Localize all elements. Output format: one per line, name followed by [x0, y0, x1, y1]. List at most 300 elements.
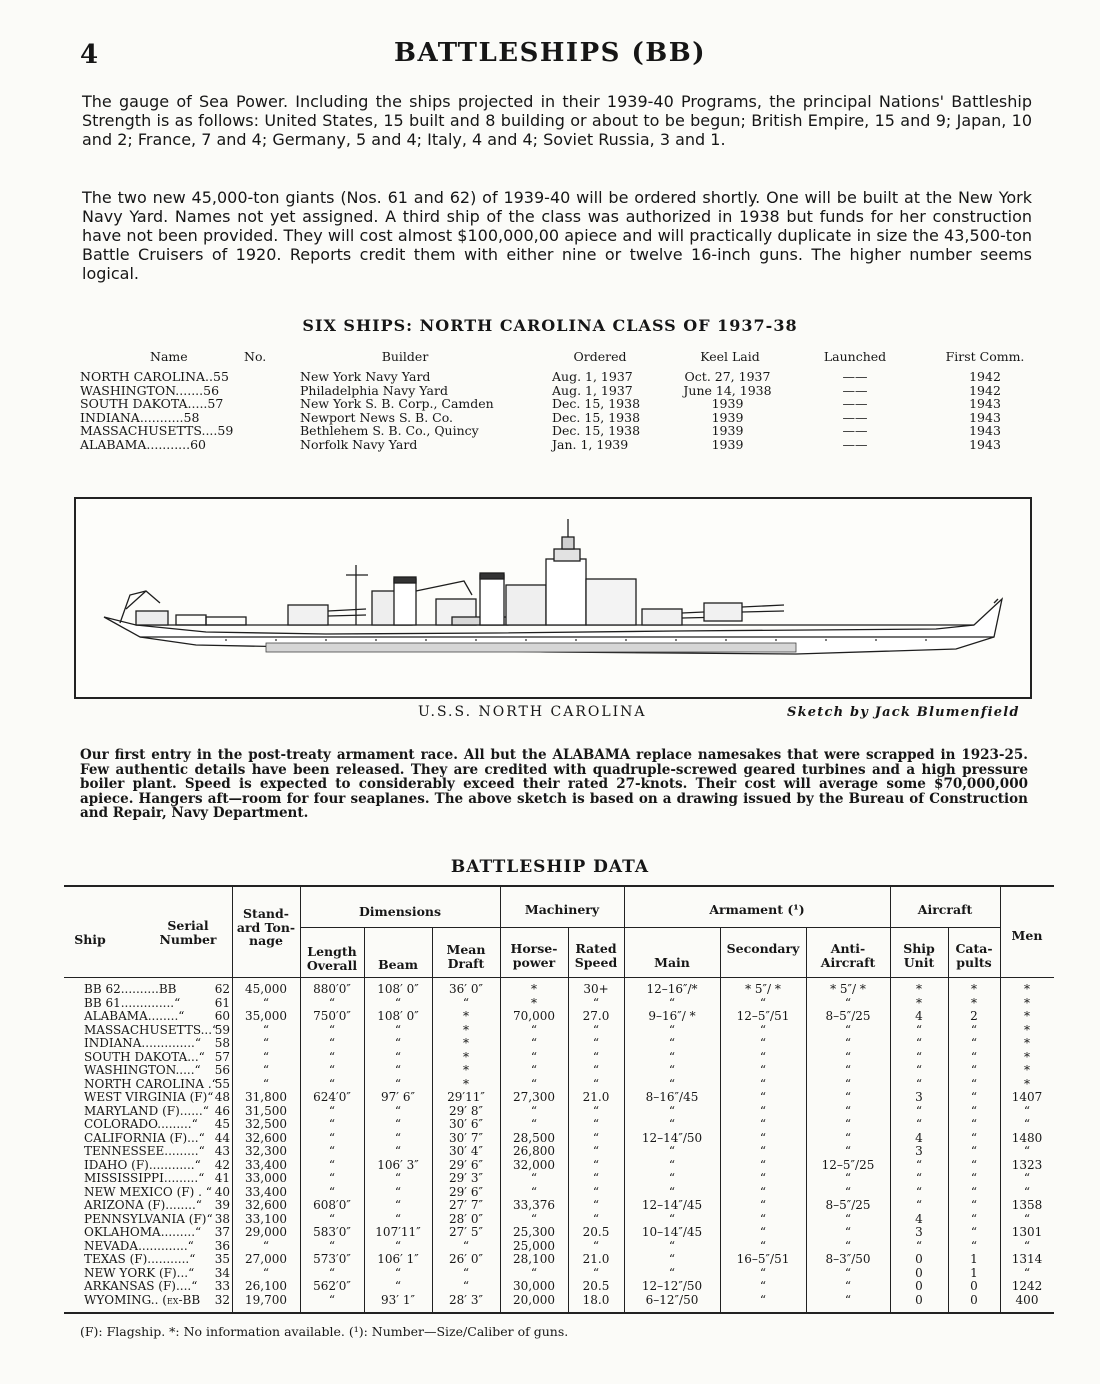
class-launched: ——	[842, 369, 868, 384]
length-cell: 750′0″	[313, 1009, 351, 1024]
column-serial-number	[206, 983, 230, 1307]
men-cell: “	[1023, 1211, 1031, 1226]
class-first-comm: 1943	[969, 423, 1001, 438]
serial-cell: 61	[214, 995, 230, 1010]
catapults-cell: “	[970, 1238, 978, 1253]
length-cell: 583′0″	[313, 1225, 351, 1240]
serial-cell: 32	[214, 1292, 230, 1307]
length-cell: “	[328, 1130, 336, 1145]
new-ships-paragraph: The two new 45,000-ton giants (Nos. 61 and 62) of 1939-40 will be ordered shortly. One will be built at the New York Navy Yard. Names not yet assigned. A third ship of the class was authorized in 1938 but funds for her construction have not been provided. They will cost almost $100,000,00 apiece and will practically duplicate in size the 43,500-ton Battle Cruisers of 1920. Reports credit them with either nine or twelve 16-inch guns. The higher number seems logical.	[82, 188, 1032, 283]
class-table-heading: SIX SHIPS: NORTH CAROLINA CLASS OF 1937-38	[302, 316, 798, 335]
header-armament: Armament (¹)	[709, 902, 805, 917]
main-cell: “	[668, 1117, 676, 1132]
ship-unit-cell: 4	[915, 1009, 923, 1024]
column-catapults	[950, 983, 998, 1307]
serial-cell: 39	[214, 1198, 230, 1213]
class-ship-name: SOUTH DAKOTA.....57	[80, 396, 224, 411]
anti-aircraft-cell: “	[844, 1090, 852, 1105]
ship-cell: BB 61..............“	[84, 995, 181, 1010]
anti-aircraft-cell: “	[844, 1279, 852, 1294]
draft-cell: 29′11″	[447, 1090, 485, 1105]
beam-cell: “	[394, 995, 402, 1010]
ship-unit-cell: “	[915, 1198, 923, 1213]
tonnage-cell: 33,400	[245, 1184, 287, 1199]
tonnage-cell: 32,600	[245, 1130, 287, 1145]
length-cell: “	[328, 1292, 336, 1307]
serial-cell: 40	[214, 1184, 230, 1199]
men-cell: 1480	[1011, 1130, 1043, 1145]
battleship-data-table	[64, 885, 1054, 1315]
intro-paragraph: The gauge of Sea Power. Including the ships projected in their 1939-40 Programs, the principal Nations' Battleship Strength is as follows: United States, 15 built and 8 building or about to be begun; British Empire, 15 and 9; Japan, 10 and 2; France, 7 and 4; Germany, 5 and 4; Italy, 4 and 4; Soviet Russia, 3 and 1.	[82, 92, 1032, 149]
main-cell: “	[668, 995, 676, 1010]
length-cell: 573′0″	[313, 1252, 351, 1267]
serial-cell: 58	[214, 1036, 230, 1051]
catapults-cell: “	[970, 1063, 978, 1078]
class-keel-laid: 1939	[711, 423, 744, 438]
serial-cell: 44	[214, 1130, 230, 1145]
anti-aircraft-cell: “	[844, 995, 852, 1010]
secondary-cell: “	[759, 1184, 767, 1199]
horsepower-cell: “	[530, 1036, 538, 1051]
draft-cell: 27′ 7″	[449, 1198, 483, 1213]
men-cell: “	[1023, 1265, 1031, 1280]
header-mean-draft: Mean Draft	[446, 942, 486, 971]
anti-aircraft-cell: “	[844, 1076, 852, 1091]
length-cell: “	[328, 1157, 336, 1172]
ship-cell: OKLAHOMA.........“	[84, 1225, 202, 1240]
horsepower-cell: “	[530, 1171, 538, 1186]
horsepower-cell: “	[530, 1103, 538, 1118]
men-cell: 1407	[1011, 1090, 1043, 1105]
vrule	[806, 927, 807, 1313]
secondary-cell: “	[759, 1157, 767, 1172]
men-cell: *	[1024, 1036, 1030, 1051]
class-header-no: No.	[244, 349, 267, 364]
class-launched: ——	[842, 396, 868, 411]
secondary-cell: “	[759, 1171, 767, 1186]
speed-cell: “	[592, 1198, 600, 1213]
catapults-cell: 2	[970, 1009, 978, 1024]
serial-cell: 48	[214, 1090, 230, 1105]
speed-cell: “	[592, 1171, 600, 1186]
draft-cell: 30′ 4″	[449, 1144, 483, 1159]
serial-cell: 34	[214, 1265, 230, 1280]
beam-cell: “	[394, 1238, 402, 1253]
ship-cell: TEXAS (F)...........“	[84, 1252, 196, 1267]
tonnage-cell: 19,700	[245, 1292, 287, 1307]
men-cell: 1323	[1011, 1157, 1043, 1172]
tonnage-cell: 29,000	[245, 1225, 287, 1240]
length-cell: “	[328, 1238, 336, 1253]
serial-cell: 36	[214, 1238, 230, 1253]
draft-cell: *	[463, 1036, 469, 1051]
class-header-launched: Launched	[823, 349, 887, 364]
ship-unit-cell: “	[915, 1184, 923, 1199]
anti-aircraft-cell: “	[844, 1063, 852, 1078]
men-cell: *	[1024, 1076, 1030, 1091]
ship-cell: COLORADO.........“	[84, 1117, 198, 1132]
header-standard-tonnage: Stand- ard Ton- nage	[236, 906, 296, 948]
beam-cell: “	[394, 1022, 402, 1037]
main-cell: “	[668, 1036, 676, 1051]
horsepower-cell: “	[530, 1022, 538, 1037]
anti-aircraft-cell: 8–3″/50	[825, 1252, 871, 1267]
catapults-cell: “	[970, 1103, 978, 1118]
speed-cell: “	[592, 1103, 600, 1118]
header-secondary: Secondary	[726, 941, 800, 956]
ship-cell: IDAHO (F)............“	[84, 1157, 201, 1172]
main-cell: “	[668, 1265, 676, 1280]
horsepower-cell: 27,300	[513, 1090, 555, 1105]
beam-cell: “	[394, 1117, 402, 1132]
ship-cell: SOUTH DAKOTA...“	[84, 1049, 205, 1064]
serial-cell: 46	[214, 1103, 230, 1118]
ship-cell: MASSACHUSETTS...“	[84, 1022, 219, 1037]
draft-cell: 28′ 0″	[449, 1211, 483, 1226]
page-title: BATTLESHIPS (BB)	[393, 38, 707, 68]
main-cell: “	[668, 1144, 676, 1159]
ship-unit-cell: *	[916, 995, 922, 1010]
speed-cell: “	[592, 1157, 600, 1172]
column-speed	[570, 983, 622, 1307]
ship-cell: ARIZONA (F)........“	[84, 1198, 202, 1213]
header-main: Main	[654, 955, 690, 970]
class-ship-name: NORTH CAROLINA..55	[80, 369, 229, 384]
ship-unit-cell: 4	[915, 1130, 923, 1145]
horsepower-cell: “	[530, 1049, 538, 1064]
horsepower-cell: “	[530, 1076, 538, 1091]
table-rule-top	[64, 885, 1054, 887]
vrule	[232, 885, 233, 1313]
speed-cell: 27.0	[582, 1009, 610, 1024]
draft-cell: *	[463, 1049, 469, 1064]
main-cell: “	[668, 1238, 676, 1253]
secondary-cell: “	[759, 1076, 767, 1091]
secondary-cell: “	[759, 1063, 767, 1078]
class-header-ordered: Ordered	[573, 349, 627, 364]
main-cell: “	[668, 1252, 676, 1267]
horsepower-cell: “	[530, 1211, 538, 1226]
catapults-cell: 1	[970, 1265, 978, 1280]
length-cell: “	[328, 1022, 336, 1037]
column-main	[626, 983, 718, 1307]
ship-unit-cell: 3	[915, 1090, 923, 1105]
beam-cell: “	[394, 1049, 402, 1064]
beam-cell: “	[394, 1103, 402, 1118]
ship-cell: NEW MEXICO (F) . “	[84, 1184, 212, 1199]
ship-unit-cell: 4	[915, 1211, 923, 1226]
anti-aircraft-cell: “	[844, 1238, 852, 1253]
rule-machinery	[500, 927, 624, 928]
speed-cell: 20.5	[582, 1279, 610, 1294]
anti-aircraft-cell: “	[844, 1130, 852, 1145]
men-cell: 1314	[1011, 1252, 1043, 1267]
serial-cell: 45	[214, 1117, 230, 1132]
class-ordered: Dec. 15, 1938	[552, 423, 641, 438]
beam-cell: “	[394, 1063, 402, 1078]
horsepower-cell: 26,800	[513, 1144, 555, 1159]
catapults-cell: “	[970, 1130, 978, 1145]
table-rule-bottom	[64, 1312, 1054, 1314]
speed-cell: 30+	[583, 982, 609, 996]
column-ship-unit	[892, 983, 946, 1307]
class-header-keel-laid: Keel Laid	[700, 349, 760, 364]
header-men: Men	[1011, 928, 1043, 943]
serial-cell: 38	[214, 1211, 230, 1226]
draft-cell: “	[462, 995, 470, 1010]
ship-unit-cell: “	[915, 1103, 923, 1118]
header-length-overall: Length Overall	[306, 944, 358, 973]
class-first-comm: 1943	[969, 396, 1001, 411]
draft-cell: *	[463, 1009, 469, 1024]
anti-aircraft-cell: 12–5″/25	[821, 1157, 875, 1172]
class-builder: Newport News S. B. Co.	[300, 409, 453, 425]
horsepower-cell: “	[530, 1063, 538, 1078]
class-ordered: Jan. 1, 1939	[552, 436, 629, 452]
serial-cell: 57	[214, 1049, 230, 1064]
ship-unit-cell: “	[915, 1022, 923, 1037]
tonnage-cell: 32,600	[245, 1198, 287, 1213]
draft-cell: 29′ 8″	[449, 1103, 483, 1118]
footnote: (F): Flagship. *: No information available. (¹): Number—Size/Caliber of guns.	[80, 1324, 569, 1339]
tonnage-cell: 31,500	[245, 1103, 287, 1118]
horsepower-cell: *	[531, 982, 537, 996]
tonnage-cell: “	[262, 1036, 270, 1051]
length-cell: “	[328, 1144, 336, 1159]
class-ship-name: ALABAMA...........60	[80, 436, 207, 452]
length-cell: “	[328, 1063, 336, 1078]
tonnage-cell: “	[262, 1238, 270, 1253]
sketch-credit: Sketch by Jack Blumenfield	[787, 705, 1020, 720]
draft-cell: 36′ 0″	[449, 982, 483, 996]
class-keel-laid: 1939	[711, 436, 744, 452]
main-cell: “	[668, 1184, 676, 1199]
vrule	[948, 927, 949, 1313]
main-cell: 12–14″/50	[641, 1130, 703, 1145]
draft-cell: 30′ 6″	[449, 1117, 483, 1132]
tonnage-cell: “	[262, 1049, 270, 1064]
speed-cell: “	[592, 1117, 600, 1132]
beam-cell: “	[394, 1036, 402, 1051]
beam-cell: 106′ 3″	[377, 1157, 419, 1172]
class-builder: Bethlehem S. B. Co., Quincy	[300, 423, 479, 438]
serial-cell: 35	[214, 1252, 230, 1267]
men-cell: “	[1023, 1117, 1031, 1132]
speed-cell: “	[592, 1076, 600, 1091]
class-first-comm: 1942	[969, 369, 1001, 384]
ship-unit-cell: “	[915, 1076, 923, 1091]
length-cell: “	[328, 1171, 336, 1186]
secondary-cell: “	[759, 1292, 767, 1307]
beam-cell: 97′ 6″	[381, 1090, 415, 1105]
ship-unit-cell: “	[915, 1157, 923, 1172]
anti-aircraft-cell: “	[844, 1117, 852, 1132]
class-ordered: Dec. 15, 1938	[552, 396, 641, 411]
class-launched: ——	[842, 436, 868, 452]
beam-cell: “	[394, 1076, 402, 1091]
header-serial-number: Serial Number	[159, 918, 217, 947]
class-keel-laid: Oct. 27, 1937	[684, 369, 771, 384]
class-header-name: Name	[150, 349, 188, 364]
ship-cell: PENNSYLVANIA (F)“	[84, 1211, 213, 1226]
horsepower-cell: 70,000	[513, 1009, 555, 1024]
description-paragraph: Our first entry in the post-treaty armament race. All but the ALABAMA replace namesakes that were scrapped in 1923-25. Few authentic details have been released. They are credited with quadruple-screwed geared turbines and a high pressure boiler plant. Speed is expected to considerably exceed their rated 27-knots. Their cost will average some $70,000,000 apiece. Hangers aft—room for four seaplanes. The above sketch is based on a drawing issued by the Bureau of Construction and Repair, Navy Department.	[80, 747, 1028, 821]
ship-unit-cell: 0	[915, 1292, 923, 1307]
ship-cell: MISSISSIPPI.........“	[84, 1171, 205, 1186]
catapults-cell: “	[970, 1157, 978, 1172]
serial-cell: 62	[214, 982, 230, 996]
class-builder: New York S. B. Corp., Camden	[300, 396, 494, 411]
horsepower-cell: 25,000	[513, 1238, 555, 1253]
secondary-cell: “	[759, 1022, 767, 1037]
length-cell: “	[328, 1036, 336, 1051]
ship-cell: CALIFORNIA (F)...“	[84, 1130, 205, 1145]
class-keel-laid: June 14, 1938	[683, 382, 772, 398]
class-ordered: Aug. 1, 1937	[552, 369, 633, 384]
catapults-cell: 1	[970, 1252, 978, 1267]
anti-aircraft-cell: “	[844, 1144, 852, 1159]
ship-cell: TENNESSEE.........“	[84, 1144, 205, 1159]
men-cell: *	[1024, 1049, 1030, 1064]
catapults-cell: “	[970, 1076, 978, 1091]
secondary-cell: “	[759, 1049, 767, 1064]
catapults-cell: “	[970, 1198, 978, 1213]
length-cell: “	[328, 1211, 336, 1226]
class-keel-laid: 1939	[711, 409, 744, 425]
class-ship-name: MASSACHUSETTS....59	[80, 423, 234, 438]
men-cell: “	[1023, 1103, 1031, 1118]
ship-cell: NEVADA.............“	[84, 1238, 194, 1253]
catapults-cell: 0	[970, 1279, 978, 1294]
horsepower-cell: 33,376	[513, 1198, 555, 1213]
anti-aircraft-cell: 8–5″/25	[825, 1009, 871, 1024]
main-cell: 12–14″/45	[641, 1198, 703, 1213]
length-cell: 562′0″	[313, 1279, 351, 1294]
secondary-cell: “	[759, 1090, 767, 1105]
header-rated-speed: Rated Speed	[574, 941, 618, 970]
secondary-cell: “	[759, 1103, 767, 1118]
men-cell: *	[1024, 995, 1030, 1010]
class-first-comm: 1943	[969, 409, 1001, 425]
serial-cell: 56	[214, 1063, 230, 1078]
tonnage-cell: 26,100	[245, 1279, 287, 1294]
ship-unit-cell: “	[915, 1063, 923, 1078]
tonnage-cell: “	[262, 1076, 270, 1091]
men-cell: 1242	[1011, 1279, 1043, 1294]
ship-unit-cell: “	[915, 1238, 923, 1253]
horsepower-cell: 30,000	[513, 1279, 555, 1294]
anti-aircraft-cell: “	[844, 1292, 852, 1307]
length-cell: 880′0″	[313, 982, 351, 996]
ship-unit-cell: “	[915, 1036, 923, 1051]
speed-cell: “	[592, 1144, 600, 1159]
anti-aircraft-cell: * 5″/ *	[830, 982, 866, 996]
men-cell: *	[1024, 1022, 1030, 1037]
serial-cell: 59	[214, 1022, 230, 1037]
horsepower-cell: 25,300	[513, 1225, 555, 1240]
speed-cell: “	[592, 1063, 600, 1078]
main-cell: 12–12″/50	[641, 1279, 703, 1294]
ship-unit-cell: 0	[915, 1252, 923, 1267]
secondary-cell: 12–5″/51	[736, 1009, 790, 1024]
main-cell: “	[668, 1022, 676, 1037]
tonnage-cell: 27,000	[245, 1252, 287, 1267]
serial-cell: 41	[214, 1171, 230, 1186]
tonnage-cell: 32,300	[245, 1144, 287, 1159]
tonnage-cell: “	[262, 1063, 270, 1078]
draft-cell: 29′ 6″	[449, 1184, 483, 1199]
secondary-cell: “	[759, 1144, 767, 1159]
horsepower-cell: *	[531, 995, 537, 1010]
vrule	[624, 885, 625, 1313]
draft-cell: 29′ 3″	[449, 1171, 483, 1186]
main-cell: “	[668, 1157, 676, 1172]
ship-unit-cell: *	[916, 982, 922, 996]
speed-cell: “	[592, 1036, 600, 1051]
secondary-cell: “	[759, 1265, 767, 1280]
speed-cell: 18.0	[582, 1292, 610, 1307]
horsepower-cell: “	[530, 1184, 538, 1199]
anti-aircraft-cell: “	[844, 1036, 852, 1051]
tonnage-cell: 33,400	[245, 1157, 287, 1172]
length-cell: “	[328, 1049, 336, 1064]
vrule	[1000, 885, 1001, 1313]
speed-cell: 21.0	[582, 1090, 610, 1105]
anti-aircraft-cell: “	[844, 1184, 852, 1199]
men-cell: *	[1024, 1063, 1030, 1078]
horsepower-cell: 28,500	[513, 1130, 555, 1145]
length-cell: “	[328, 995, 336, 1010]
class-keel-laid: 1939	[711, 396, 744, 411]
tonnage-cell: 33,100	[245, 1211, 287, 1226]
catapults-cell: *	[971, 982, 977, 996]
ship-cell: NEW YORK (F)...“	[84, 1265, 195, 1280]
data-table-heading: BATTLESHIP DATA	[450, 857, 650, 877]
header-beam: Beam	[378, 957, 418, 972]
main-cell: 10–14″/45	[641, 1225, 703, 1240]
draft-cell: “	[462, 1279, 470, 1294]
speed-cell: “	[592, 1265, 600, 1280]
beam-cell: “	[394, 1184, 402, 1199]
anti-aircraft-cell: “	[844, 1171, 852, 1186]
draft-cell: *	[463, 1063, 469, 1078]
header-machinery: Machinery	[524, 902, 600, 917]
draft-cell: “	[462, 1265, 470, 1280]
length-cell: “	[328, 1076, 336, 1091]
tonnage-cell: 35,000	[245, 1009, 287, 1024]
ship-unit-cell: 0	[915, 1265, 923, 1280]
length-cell: 624′0″	[313, 1090, 351, 1105]
draft-cell: 30′ 7″	[449, 1130, 483, 1145]
secondary-cell: 16–5″/51	[736, 1252, 790, 1267]
anti-aircraft-cell: “	[844, 1211, 852, 1226]
ship-cell: ALABAMA........“	[84, 1009, 185, 1024]
speed-cell: “	[592, 1022, 600, 1037]
column-length	[302, 983, 362, 1307]
beam-cell: 107′11″	[375, 1225, 421, 1240]
main-cell: 6–12″/50	[645, 1292, 699, 1307]
header-aircraft: Aircraft	[917, 902, 973, 917]
main-cell: 12–16″/*	[646, 982, 698, 996]
main-cell: “	[668, 1211, 676, 1226]
beam-cell: “	[394, 1279, 402, 1294]
anti-aircraft-cell: “	[844, 1103, 852, 1118]
beam-cell: “	[394, 1144, 402, 1159]
beam-cell: “	[394, 1211, 402, 1226]
anti-aircraft-cell: “	[844, 1225, 852, 1240]
class-first-comm: 1942	[969, 382, 1001, 398]
catapults-cell: “	[970, 1211, 978, 1226]
